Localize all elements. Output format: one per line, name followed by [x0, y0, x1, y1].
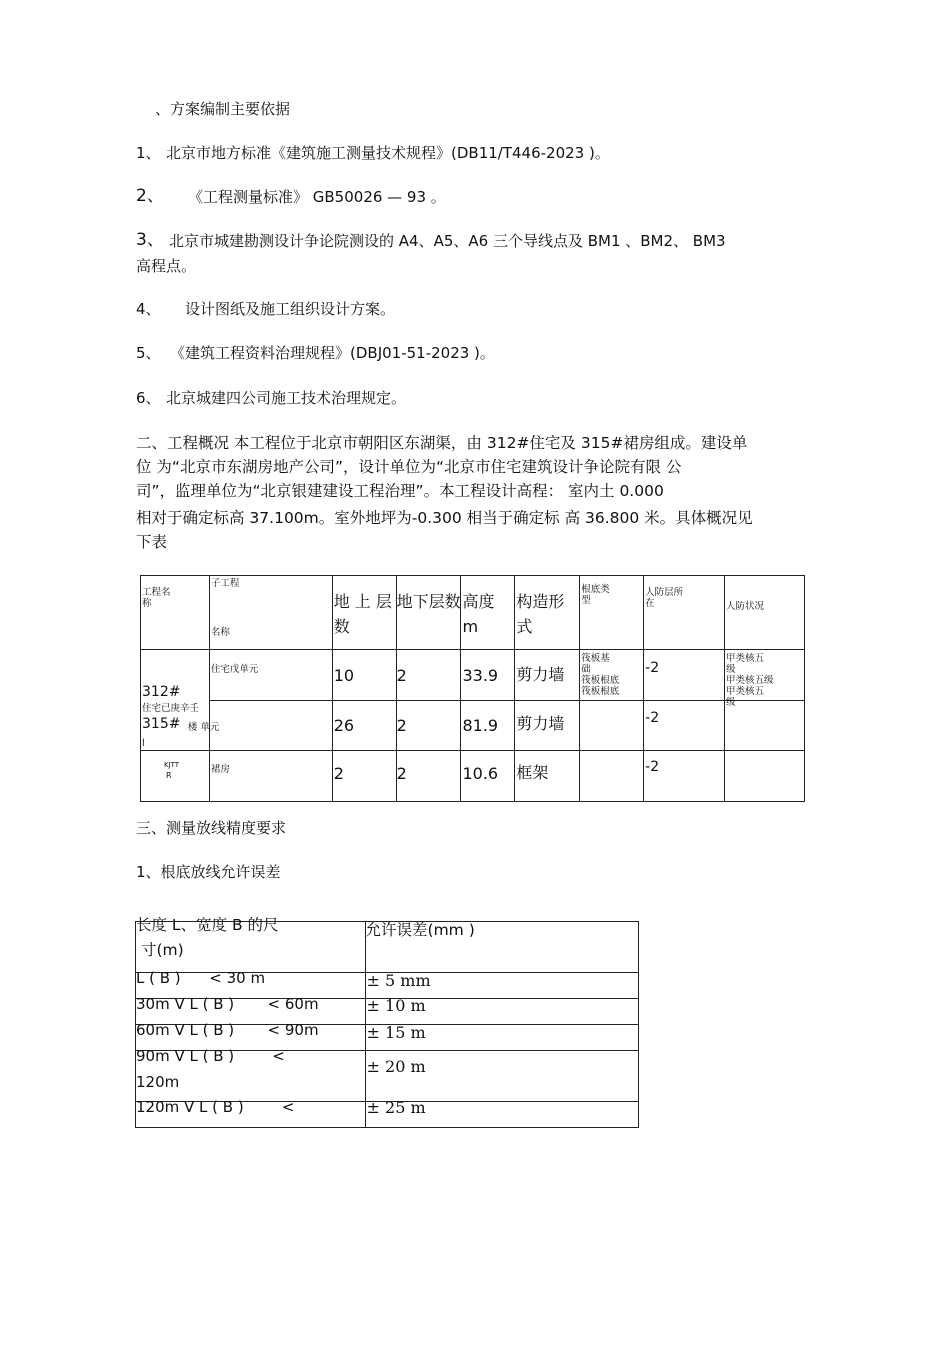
basis-item-4-num: 4、: [136, 300, 161, 318]
section-title-accuracy: 三、测量放线精度要求: [136, 819, 287, 837]
tol-row1-tol: ± 5 mm: [366, 971, 431, 990]
tol-header-tol: 允许误差(mm ): [365, 921, 475, 939]
row3-structure: 框架: [516, 763, 549, 782]
name-315-mark: l: [142, 738, 145, 749]
row3-civil-floor: -2: [645, 759, 660, 775]
tol-row2-range: 30m V L ( B ) < 60m: [136, 995, 319, 1013]
basis-item-3-num: 3、: [136, 230, 164, 250]
tol-row1-range: L ( B ) < 30 m: [136, 969, 266, 987]
header-below-cell: [396, 576, 461, 650]
tol-row5-tol: ± 25 m: [366, 1098, 426, 1117]
header-civil-floor-cell: [644, 576, 725, 650]
tol-header-range-b: 寸(m): [141, 941, 184, 959]
table-row: [141, 751, 805, 802]
overview-line-2: 位 为“北京市东湖房地产公司”，设计单位为“北京市住宅建筑设计争论院有限 公: [136, 458, 682, 476]
tol-row3-range: 60m V L ( B ) < 90m: [136, 1021, 319, 1039]
row2-height-cell: [461, 701, 515, 751]
basis-item-1-num: 1、: [136, 144, 161, 162]
row2-civil-status-cell: [725, 701, 805, 751]
foundation-line-1: 筏板基: [581, 653, 610, 664]
basis-item-4-text: 设计图纸及施工组织设计方案。: [185, 300, 396, 318]
tol-row4-range-cell: [136, 1047, 366, 1102]
header-sub-cell: [209, 576, 332, 650]
name-315-noise-b: R: [166, 771, 172, 780]
header-structure: 构造形式: [516, 592, 565, 636]
table-row: [136, 1051, 639, 1102]
basis-item-6-text: 北京城建四公司施工技术治理规定。: [166, 389, 407, 407]
tol-row4-range-cont: 120m: [136, 1073, 180, 1091]
basis-item-2-text: 《工程测量标准》 GB50026 — 93 。: [188, 188, 446, 206]
tol-header-range-a: 长度 L、宽度 B 的尺: [136, 916, 279, 934]
row2-civil-floor-cell: [644, 701, 725, 751]
name-315-cell: [141, 751, 210, 802]
row1-below-cell: [396, 650, 461, 701]
basis-item-1-text: 北京市地方标准《建筑施工测量技术规程》(DB11/T446-2023 )。: [166, 144, 610, 162]
foundation-line-3: 筏板根底: [581, 675, 620, 686]
section-title-basis: 、方案编制主要依据: [155, 100, 291, 118]
row1-structure: 剪力墙: [516, 665, 565, 684]
row2-below: 2: [396, 716, 407, 735]
header-sub-top: 子工程: [210, 578, 240, 589]
row3-above: 2: [333, 764, 344, 783]
row2-civil-floor: -2: [645, 710, 660, 726]
name-312: 312#: [142, 684, 181, 700]
row1-height: 33.9: [462, 666, 499, 685]
row3-civil-status-cell: [725, 751, 805, 802]
tol-row4-range: 90m V L ( B ) <: [136, 1047, 285, 1065]
project-table-header: [141, 576, 805, 650]
row3-sub: 裙房: [210, 764, 230, 775]
table-row: [136, 1102, 639, 1128]
subsection-title-tolerance: 1、根底放线允许误差: [136, 863, 281, 881]
tol-row3-tol: ± 15 m: [366, 1023, 426, 1042]
row2-sub-cell: [187, 701, 332, 751]
table-row: [141, 650, 805, 701]
tolerance-table: [135, 916, 639, 1128]
row2-above-cell: [332, 701, 396, 751]
project-table: [140, 575, 805, 802]
tolerance-header: [136, 922, 639, 973]
row1-above: 10: [333, 666, 355, 685]
tol-row2-tol: ± 10 m: [366, 996, 426, 1015]
row3-sub-cell: [209, 751, 332, 802]
overview-line-4: 相对于确定标高 37.100m。室外地坪为-0.300 相当于确定标 高 36.800 米。具体概况见: [136, 509, 753, 527]
row2-structure-cell: [515, 701, 580, 751]
tol-header-tol-cell: [365, 922, 638, 973]
row1-civil-floor: -2: [645, 660, 660, 676]
basis-item-3-cont: 高程点。: [136, 257, 197, 275]
row2-below-cell: [396, 701, 461, 751]
tol-row2-tol-cell: [365, 996, 638, 1025]
basis-item-5-num: 5、: [136, 344, 161, 362]
header-name-cell: [141, 576, 210, 650]
tol-row5-range-cell: [136, 1098, 366, 1128]
civil-status-line-3: 甲类核五级: [726, 675, 774, 686]
row1-foundation-cell: [580, 650, 644, 701]
header-height-cell: [461, 576, 515, 650]
row1-height-cell: [461, 650, 515, 701]
name-315: 315#: [142, 716, 181, 732]
row3-height: 10.6: [462, 764, 499, 783]
name-312-cell: [141, 650, 210, 751]
overview-line-1: 二、工程概况 本工程位于北京市朝阳区东湖渠，由 312#住宅及 315#裙房组成。建设单: [136, 434, 748, 452]
header-height: 高度m: [462, 592, 495, 636]
row1-sub-cell: [209, 650, 332, 701]
row1-structure-cell: [515, 650, 580, 701]
row1-sub: 住宅戊单元: [210, 664, 259, 675]
header-name: 工程名称: [142, 587, 171, 609]
row1-civil-floor-cell: [644, 650, 725, 701]
row3-structure-cell: [515, 751, 580, 802]
row3-above-cell: [332, 751, 396, 802]
row1-below: 2: [396, 666, 407, 685]
tol-row5-tol-cell: [365, 1098, 638, 1128]
tol-row5-range: 120m V L ( B ) <: [136, 1098, 295, 1116]
header-above-cell: [332, 576, 396, 650]
tol-row3-tol-cell: [365, 1025, 638, 1051]
civil-status-line-5: 级: [726, 697, 736, 708]
row3-height-cell: [461, 751, 515, 802]
basis-item-5-text: 《建筑工程资料治理规程》(DBJ01-51-2023 )。: [170, 344, 495, 362]
civil-status-line-4: 甲类核五: [726, 686, 765, 697]
table-row: [141, 701, 805, 751]
row1-above-cell: [332, 650, 396, 701]
basis-item-6-num: 6、: [136, 389, 161, 407]
header-structure-cell: [515, 576, 580, 650]
header-floors-below: 地下层数: [396, 592, 461, 611]
row3-foundation-cell: [580, 751, 644, 802]
row2-foundation-cell: [580, 701, 644, 751]
header-sub-bottom: 名称: [210, 627, 230, 638]
civil-status-line-1: 甲类核五: [726, 653, 765, 664]
overview-line-3: 司”，监理单位为“北京银建建设工程治理”。本工程设计高程： 室内土 0.000: [136, 482, 664, 500]
row1-civil-status-cell: [725, 650, 805, 708]
foundation-line-2: 础: [581, 664, 591, 675]
header-civil-floor: 人防层所在: [645, 587, 684, 609]
row2-height: 81.9: [462, 716, 499, 735]
header-civil-status-cell: [725, 576, 805, 650]
tol-row4-tol-cell: [365, 1051, 638, 1102]
row3-civil-floor-cell: [644, 751, 725, 802]
header-floors-above: 地 上 层数: [333, 592, 392, 636]
header-foundation-cell: [580, 576, 644, 650]
row2-structure: 剪力墙: [516, 714, 565, 733]
header-civil-status: 人防状况: [726, 601, 765, 612]
civil-status-line-2: 级: [726, 664, 736, 675]
name-315-noise-a: KJTT: [164, 761, 180, 769]
overview-line-5: 下表: [136, 533, 168, 551]
row3-below-cell: [396, 751, 461, 802]
name-312-units: 住宅已庚辛壬: [142, 703, 200, 714]
header-foundation: 根底类型: [581, 584, 610, 606]
tol-row4-tol: ± 20 m: [366, 1057, 426, 1076]
row2-above: 26: [333, 716, 355, 735]
basis-item-2-num: 2、: [136, 186, 164, 206]
basis-item-3-text: 北京市城建勘测设计争论院测设的 A4、A5、A6 三个导线点及 BM1 、BM2、 BM3: [169, 232, 726, 250]
tol-header-range-cell: [136, 916, 366, 973]
row3-below: 2: [396, 764, 407, 783]
row2-sub: 楼 单元: [187, 722, 220, 733]
foundation-line-4: 筏板根底: [581, 686, 620, 697]
